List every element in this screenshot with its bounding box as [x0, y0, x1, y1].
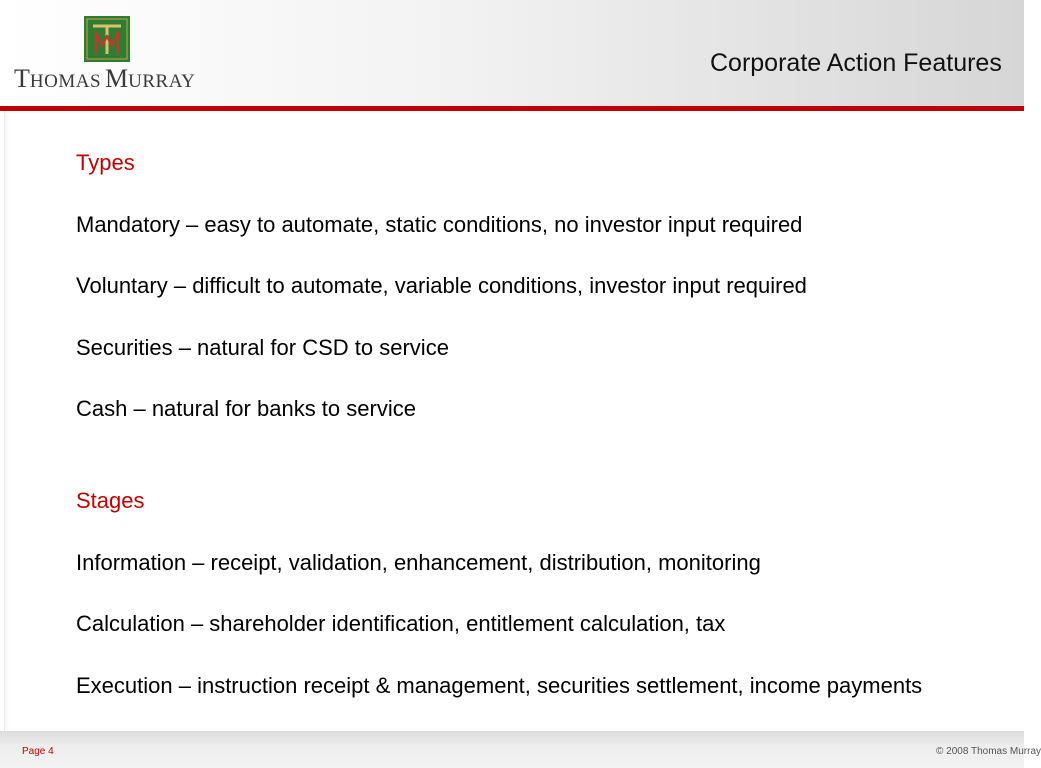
- logo-first-initial: T: [14, 64, 30, 93]
- thomas-murray-logo-icon: [84, 16, 130, 62]
- list-item-execution: Execution – instruction receipt & management, securities settlement, income payments: [76, 673, 923, 698]
- slide-title: Corporate Action Features: [710, 49, 1002, 77]
- section-heading-stages: Stages: [76, 488, 145, 513]
- list-item-calculation: Calculation – shareholder identification, entitlement calculation, tax: [76, 611, 726, 636]
- list-item-information: Information – receipt, validation, enhancement, distribution, monitoring: [76, 550, 761, 575]
- list-item-mandatory: Mandatory – easy to automate, static conditions, no investor input required: [76, 212, 803, 237]
- logo-last-rest: URRAY: [128, 71, 196, 92]
- slide-footer: [0, 731, 1041, 768]
- slide-body: [4, 111, 1025, 731]
- list-item-securities: Securities – natural for CSD to service: [76, 335, 449, 360]
- list-item-voluntary: Voluntary – difficult to automate, variable conditions, investor input required: [76, 273, 807, 298]
- copyright-notice: © 2008 Thomas Murray: [936, 746, 1041, 757]
- page-number: Page 4: [22, 746, 54, 757]
- logo-first-rest: HOMAS: [29, 71, 102, 92]
- logo-last-initial: M: [105, 64, 129, 93]
- section-heading-types: Types: [76, 150, 135, 175]
- logo-wordmark: [14, 66, 195, 92]
- list-item-cash: Cash – natural for banks to service: [76, 396, 416, 421]
- slide-header: [0, 0, 1024, 106]
